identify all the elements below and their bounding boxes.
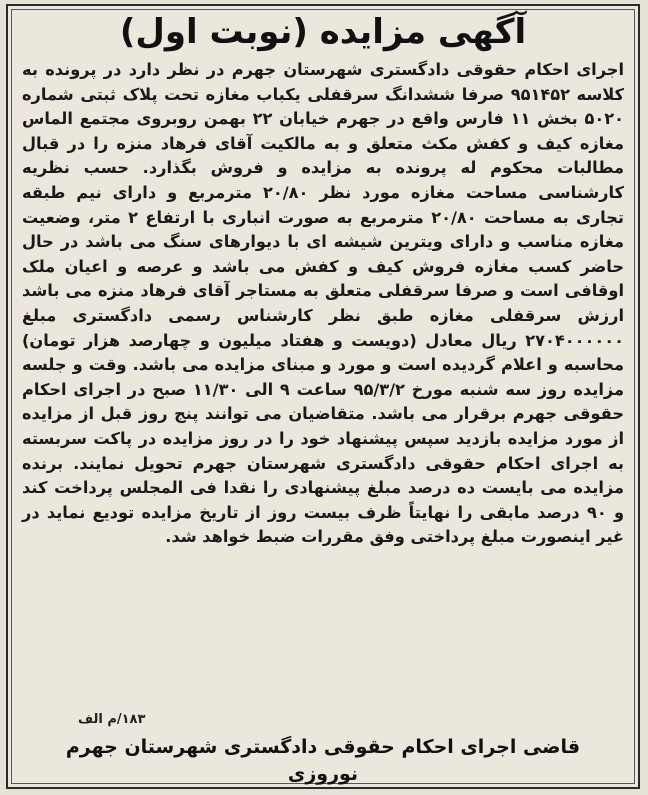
notice-title: آگهی مزایده (نوبت اول) bbox=[119, 12, 527, 52]
signature-title: قاضی اجرای احکام حقوقی دادگستری شهرستان جهرم bbox=[65, 736, 581, 758]
signature-name: نوروزی bbox=[287, 763, 359, 785]
notice-frame bbox=[6, 4, 640, 789]
notice-body: اجرای احکام حقوقی دادگستری شهرستان جهرم در نظر دارد در پرونده به کلاسه ۹۵۱۴۵۲ صرفا ششدانگ سرقفلی یکباب مغازه تحت پلاک ثبتی شماره ۵۰۲۰ بخش ۱۱ فارس واقع در جهرم خیابان ۲۲ بهمن روبروی مجتمع الماس مغازه کیف و کفش مکث متعلق و به مالکیت آقای فرهاد منزه را در قبال مطالبات محکوم له پرونده به مزایده و فروش بگذارد. حسب نظریه کارشناسی مساحت مغازه مورد نظر ۲۰/۸۰ مترمربع و دارای نیم طبقه تجاری به مساحت ۲۰/۸۰ مترمربع به صورت انباری با ارتفاع ۲ متر، وضعیت مغازه مناسب و دارای ویترین شیشه ای با دیوارهای سنگ می باشد در حال حاضر کسب مغازه فروش کیف و کفش می باشد و عرصه و اعیان ملک اوقافی است و صرفا سرقفلی متعلق به مستاجر آقای فرهاد منزه می باشد ارزش سرقفلی مغازه طبق نظر کارشناس رسمی دادگستری مبلغ ۲۷۰۴۰۰۰۰۰۰ ریال معادل (دویست و هفتاد میلیون و چهارصد هزار تومان) محاسبه و اعلام گردیده است و مورد و مبنای مزایده می باشد. وقت و جلسه مزایده روز سه شنبه مورخ ۹۵/۳/۲ ساعت ۹ الی ۱۱/۳۰ صبح در اجرای احکام حقوقی جهرم برقرار می باشد. متقاضیان می توانند پنج روز قبل از مزایده از مورد مزایده بازدید سپس پیشنهاد خود را در روز مزایده در پاکت سربسته به اجرای احکام حقوقی دادگستری شهرستان جهرم تحویل نمایند. برنده مزایده می بایست ده درصد مبلغ پیشنهادی را نقدا فی المجلس پرداخت کند و ۹۰ درصد مابقی را نهایتاً ظرف بیست روز از تاریخ مزایده تودیع نماید در غیر اینصورت مبلغ پرداختی وفق مقررات ضبط خواهد شد. bbox=[22, 60, 625, 547]
reference-number: ۱۸۳/م الف bbox=[78, 712, 146, 727]
